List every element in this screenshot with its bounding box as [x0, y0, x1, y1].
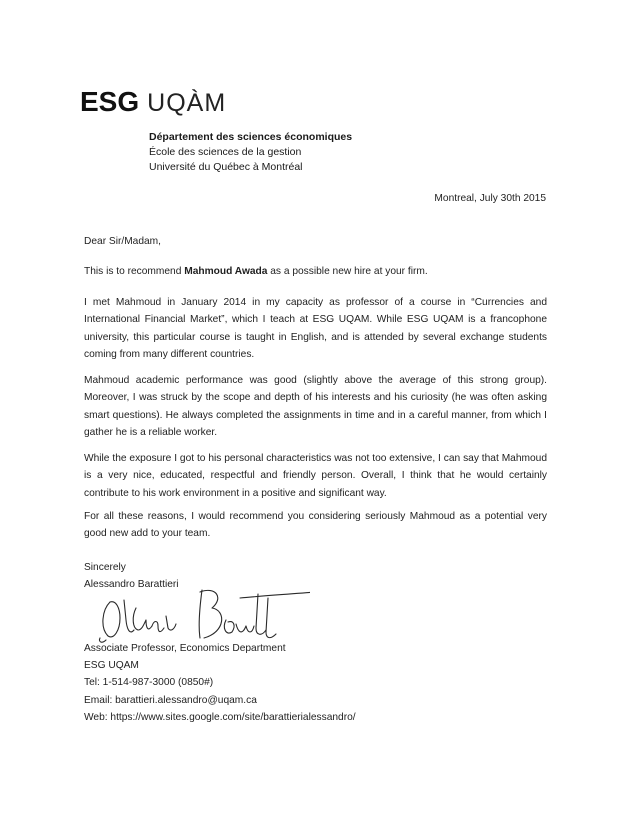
signer-web: Web: https://www.sites.google.com/site/barattierialessandro/: [84, 711, 356, 723]
logo-esg-text: ESG: [80, 86, 140, 117]
logo-uqam-text: UQÀM: [147, 89, 227, 117]
signer-name: Alessandro Barattieri: [84, 579, 179, 590]
candidate-name: Mahmoud Awada: [184, 266, 268, 277]
university-name: Université du Québec à Montréal: [149, 161, 303, 173]
salutation: Dear Sir/Madam,: [84, 236, 161, 247]
signer-title: Associate Professor, Economics Department: [84, 643, 286, 654]
p1-after: as a possible new hire at your firm.: [267, 266, 428, 277]
paragraph-conclusion: For all these reasons, I would recommend you considering seriously Mahmoud as a potential very good new add to your team.: [84, 511, 547, 540]
paragraph-course: I met Mahmoud in January 2014 in my capacity as professor of a course in “Currencies and International Financial Market”, which I teach at ESG UQAM. While ESG UQAM is a francophone university, this particular course is taught in English, and is attended by several exchange students coming from many different countries.: [84, 297, 547, 360]
signer-institution: ESG UQAM: [84, 660, 139, 672]
paragraph-recommendation: [84, 263, 547, 280]
signer-phone: Tel: 1-514-987-3000 (0850#): [84, 677, 214, 689]
p1-before: This is to recommend: [84, 266, 185, 277]
department-name: Département des sciences économiques: [149, 131, 353, 143]
closing-word: Sincerely: [84, 562, 126, 573]
signer-email: Email: barattieri.alessandro@uqam.ca: [84, 694, 257, 706]
letter-date: Montreal, July 30th 2015: [434, 193, 546, 204]
letterhead-address: [149, 130, 352, 175]
paragraph-performance: Mahmoud academic performance was good (slightly above the average of this strong group). Moreover, I was struck by the scope and depth of his interests and his curiosity (he was often asking smart questions). He always completed the assignments in time and in a careful manner, from which I gather he is a reliable worker.: [84, 375, 547, 438]
school-name: École des sciences de la gestion: [149, 146, 302, 158]
esg-uqam-logo: [80, 86, 226, 118]
signer-contact: [84, 640, 356, 726]
paragraph-personal: While the exposure I got to his personal characteristics was not too extensive, I can say that Mahmoud is a very nice, educated, respectful and friendly person. Overall, I think that he would certainly contribute to his work environment in a positive and significant way.: [84, 453, 547, 499]
